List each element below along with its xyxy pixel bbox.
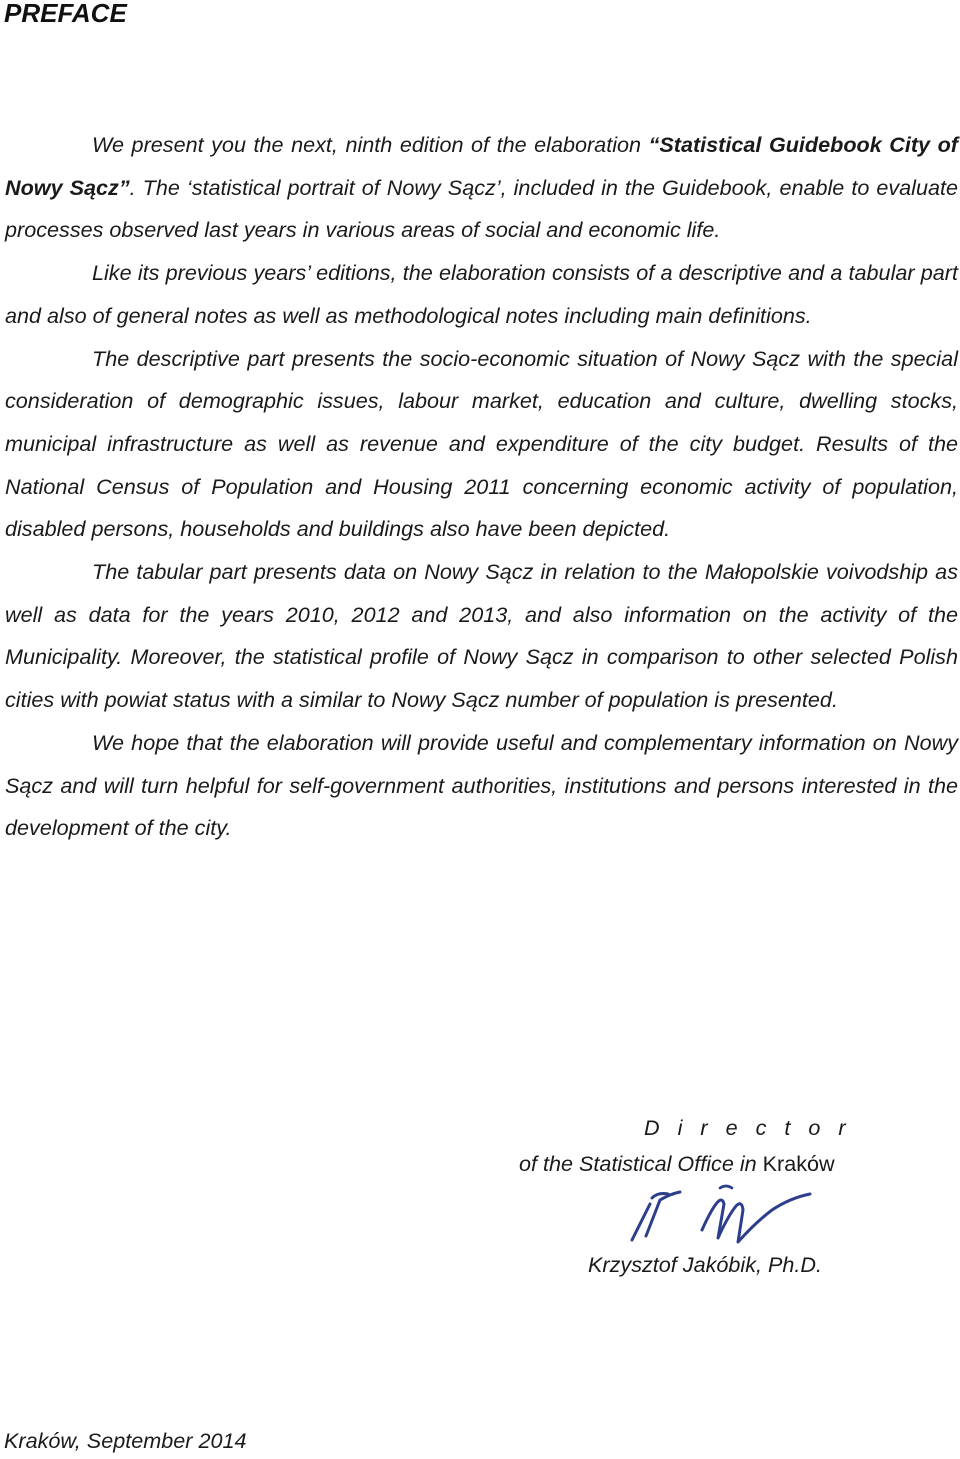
signer-name: Krzysztof Jakóbik, Ph.D.	[588, 1252, 823, 1277]
office-line	[519, 1146, 835, 1182]
signature-stroke-5	[720, 1186, 732, 1188]
intro-rest: . The ‘statistical portrait of Nowy Sącz’, included in the Guidebook, enable to evaluate processes observed last years in various areas of social and economic life.	[5, 174, 958, 243]
signature-stroke-4	[702, 1194, 810, 1242]
publication-title: “Statistical Guidebook City of Nowy Sącz”	[5, 132, 958, 200]
office-city: Kraków	[762, 1151, 835, 1176]
paragraph-closing: We hope that the elaboration will provide useful and complementary information on Nowy Sącz and will turn helpful for self-government authorities, institutions and persons interested in the development of the city.	[5, 729, 958, 841]
page-title: PREFACE	[4, 0, 127, 28]
paragraph-descriptive-part: The descriptive part presents the socio-economic situation of Nowy Sącz with the special consideration of demographic issues, labour market, education and culture, dwelling stocks, municipal infrastructure as well as revenue and expenditure of the city budget. Results of the National Census of Population and Housing 2011 concerning economic activity of population, disabled persons, households and buildings also have been depicted.	[5, 345, 958, 542]
preface-body	[5, 124, 958, 850]
office-prefix: of the Statistical Office in	[519, 1151, 763, 1176]
intro-lead: We present you the next, ninth edition of the elaboration	[92, 132, 649, 157]
paragraph-intro	[5, 124, 958, 252]
place-and-date: Kraków, September 2014	[4, 1428, 247, 1453]
paragraph-tabular-part: The tabular part presents data on Nowy Sącz in relation to the Małopolskie voivodship as well as data for the years 2010, 2012 and 2013, and also information on the activity of the Municipality. Moreover, the statistical profile of Nowy Sącz in comparison to other selected Polish cities with powiat status with a similar to Nowy Sącz number of population is presented.	[5, 559, 958, 713]
director-title: D i r e c t o r	[644, 1115, 852, 1140]
paragraph-structure: Like its previous years’ editions, the elaboration consists of a descriptive and a tabular part and also of general notes as well as methodological notes including main definitions.	[5, 260, 958, 328]
handwritten-signature	[620, 1182, 830, 1252]
